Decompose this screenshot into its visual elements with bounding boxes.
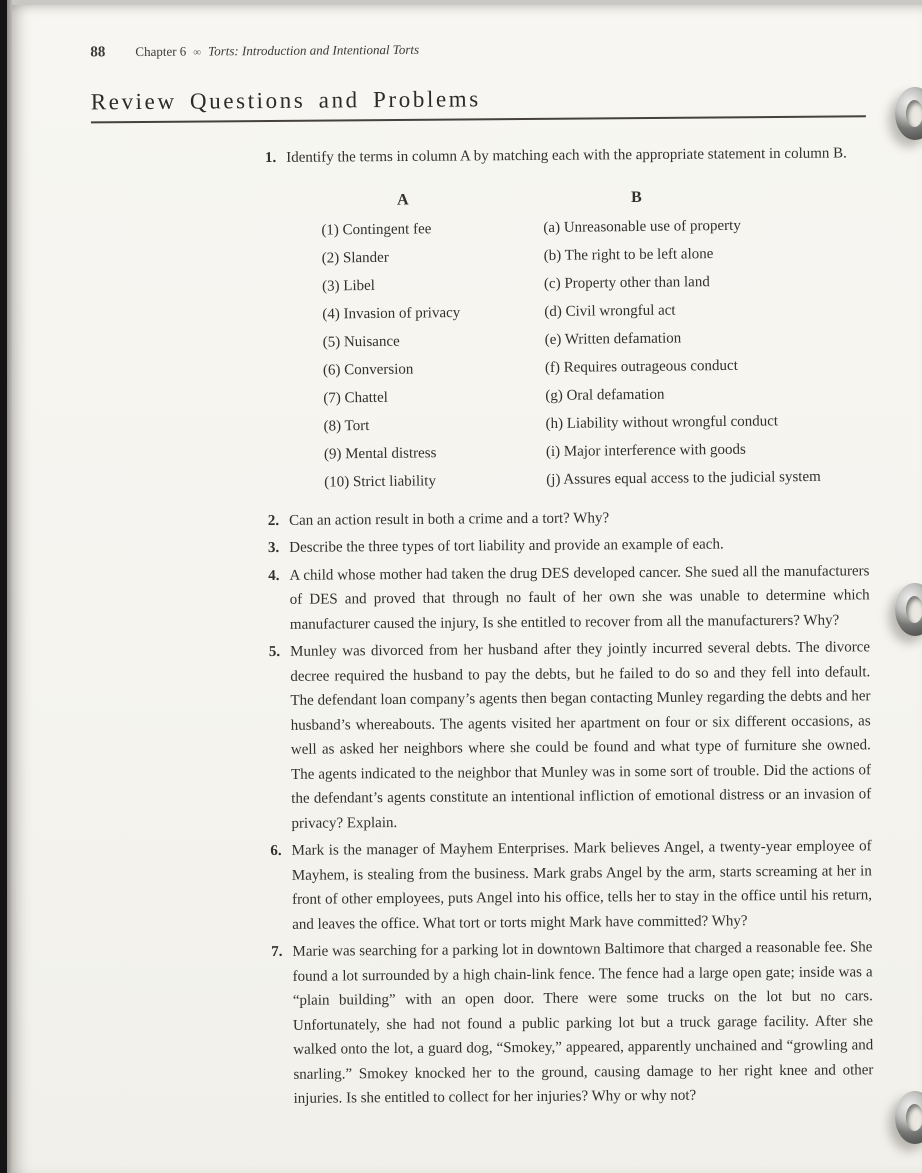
question-text: Identify the terms in column A by matching each with the appropriate statement in column B.	[286, 145, 847, 166]
column-a-item: (5) Nuisance	[322, 333, 400, 351]
question-body	[286, 141, 869, 508]
book-page	[12, 5, 922, 1173]
column-a-item: (3) Libel	[321, 277, 376, 295]
question-item	[247, 559, 870, 640]
ring-hole	[906, 1104, 922, 1131]
question-number: 7.	[271, 943, 283, 960]
column-a-item: (1) Contingent fee	[321, 220, 432, 239]
ring-hole	[906, 100, 922, 127]
binder-ring-icon	[895, 1091, 922, 1144]
question-text: Marie was searching for a parking lot in downtown Baltimore that charged a reasonable fee. She found a lot surrounded by a high chain-link fence. The fence had a large open gate; inside was a “plain building” with an open door. There were some trucks on the lot but no cars. Unfortunately, she had not found a public parking lot but a truck garage facility. After she walked onto the lot, a guard dog, “Smokey,” appeared, apparently unchained and “growling and snarling.” Smokey knocked her to the ground, causing damage to her right knee and other injuries. Is she entitled to collect for her injuries? Why or why not?	[292, 939, 874, 1107]
chapter-label: Chapter 6	[135, 43, 187, 60]
column-b-item: (j) Assures equal access to the judicial system	[546, 468, 821, 488]
questions-list	[91, 141, 874, 1116]
column-b-item: (h) Liability without wrongful conduct	[545, 412, 779, 432]
column-b-item: (i) Major interference with goods	[545, 441, 746, 460]
matching-table	[321, 180, 869, 496]
question-item	[248, 635, 872, 839]
book-spine	[0, 0, 7, 1173]
question-body	[292, 834, 873, 940]
question-number: 5.	[268, 643, 281, 661]
column-b-item: (g) Oral defamation	[545, 386, 665, 404]
column-a-header: A	[396, 191, 409, 209]
question-body	[289, 559, 870, 640]
question-item	[244, 141, 869, 508]
chapter-title: Torts: Introduction and Intentional Torts	[208, 41, 420, 59]
column-a-item: (6) Conversion	[322, 360, 414, 379]
question-text: Munley was divorced from her husband after they jointly incurred several debts. The divorce decree required the husband to pay the debts, but he failed to do so and they fell into default. The defendant loan company’s agents then began contacting Munley regarding the debts and her husband’s whereabouts. The agents visited her apartment on four or six different occasions, as well as asked her neighbors where she could be found and what type of furniture she owned. The agents indicated to the neighbor that Munley was in some sort of trouble. Did the actions of the defendant’s agents constitute an intentional infliction of emotional distress or an invasion of privacy? Explain.	[290, 639, 872, 832]
chapter-ornament-icon: ∞	[193, 46, 202, 59]
column-a-item: (4) Invasion of privacy	[322, 304, 461, 323]
column-a-item: (2) Slander	[321, 249, 389, 267]
question-item	[250, 834, 873, 940]
column-a-item: (10) Strict liability	[324, 472, 436, 491]
question-number: 1.	[264, 149, 277, 167]
question-body	[292, 935, 873, 1114]
column-b-item: (e) Written defamation	[544, 329, 682, 348]
question-body	[290, 635, 872, 839]
column-a-item: (9) Mental distress	[323, 444, 437, 463]
column-b-item: (c) Property other than land	[543, 273, 710, 292]
column-b-header: B	[630, 188, 642, 206]
column-a-item: (8) Tort	[323, 417, 370, 435]
question-text: A child whose mother had taken the drug DES developed cancer. She sued all the manufacturers of DES and proved that through no fault of her own she was unable to determine which manufacturer caused the injury, Is she entitled to recover from all the manufacturers? Why?	[289, 562, 870, 633]
column-b-item: (b) The right to be left alone	[543, 245, 714, 264]
question-number: 6.	[270, 842, 282, 859]
page-number: 88	[90, 44, 106, 61]
column-a-item: (7) Chattel	[323, 389, 388, 407]
question-text: Describe the three types of tort liability and provide an example of each.	[289, 536, 724, 556]
question-item	[250, 935, 873, 1114]
column-b-item: (f) Requires outrageous conduct	[544, 357, 738, 376]
question-number: 3.	[267, 539, 280, 557]
question-number: 2.	[267, 512, 280, 529]
section-title: Review Questions and Problems	[91, 84, 866, 124]
question-number: 4.	[268, 567, 280, 584]
column-b-item: (a) Unreasonable use of property	[543, 217, 741, 236]
page-content	[12, 5, 922, 1116]
ring-hole	[906, 596, 922, 623]
question-text: Mark is the manager of Mayhem Enterprises. Mark believes Angel, a twenty-year employee of Mayhem, is stealing from the business. Mark grabs Angel by the arm, starts screaming at her in front of other employees, puts Angel into his office, tells her to stay in the office until his return, and leaves the office. What tort or torts might Mark have committed? Why?	[291, 838, 873, 933]
column-b-item: (d) Civil wrongful act	[544, 302, 676, 320]
page-header	[90, 34, 865, 66]
question-text: Can an action result in both a crime and a tort? Why?	[288, 509, 610, 529]
